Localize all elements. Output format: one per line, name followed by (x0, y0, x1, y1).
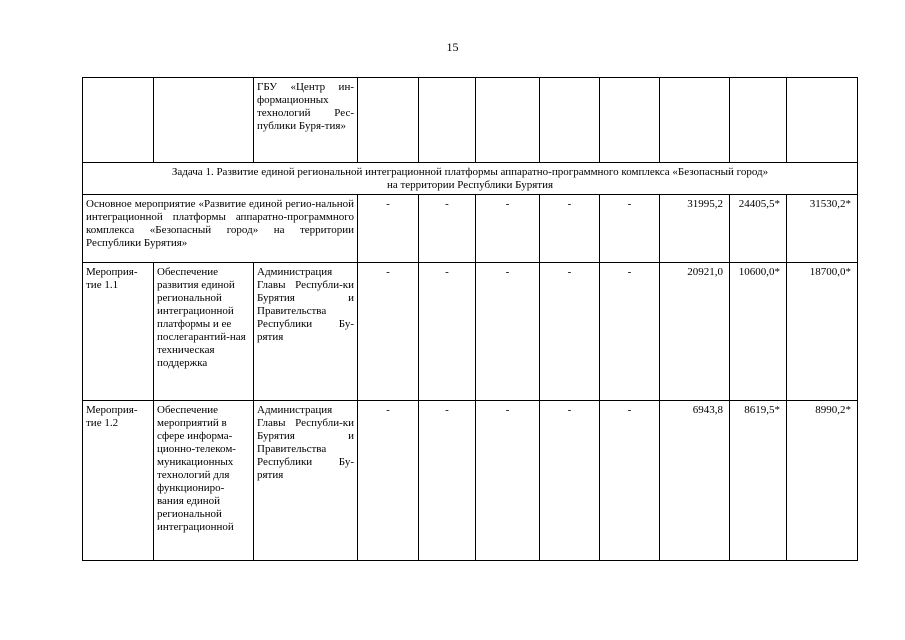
cell-empty (476, 78, 540, 163)
cell-empty (419, 78, 476, 163)
value-cell: 10600,0* (730, 263, 787, 401)
responsible-org-cell: Администрация Главы Республи-ки Бурятия и Правительства Республики Бу-рятия (254, 263, 358, 401)
cell-empty (787, 78, 858, 163)
value-dash: - (600, 401, 660, 561)
value-dash: - (476, 263, 540, 401)
cell-empty (540, 78, 600, 163)
value-cell: 20921,0 (660, 263, 730, 401)
value-dash: - (476, 401, 540, 561)
value-dash: - (419, 401, 476, 561)
event-name: Обеспечение развития единой региональной интеграционной платформы и ее послегарантий-ная техническая поддержка (154, 263, 254, 401)
cell-empty (730, 78, 787, 163)
value-cell: 31995,2 (660, 195, 730, 263)
value-dash: - (600, 195, 660, 263)
value-cell: 8990,2* (787, 401, 858, 561)
value-dash: - (419, 195, 476, 263)
value-dash: - (358, 401, 419, 561)
main-event-row (83, 195, 858, 263)
responsible-org-cell: Администрация Главы Республи-ки Бурятия и Правительства Республики Бу-рятия (254, 401, 358, 561)
value-cell: 8619,5* (730, 401, 787, 561)
cell-empty (83, 78, 154, 163)
cell-empty (358, 78, 419, 163)
value-dash: - (540, 195, 600, 263)
event-code: Мероприя-тие 1.2 (83, 401, 154, 561)
program-table (82, 77, 858, 561)
value-dash: - (419, 263, 476, 401)
event-name: Обеспечение мероприятий в сфере информа-ционно-телеком-муникационных технологий для функциониро-вания единой региональной интеграционной (154, 401, 254, 561)
event-1-1-row (83, 263, 858, 401)
value-cell: 31530,2* (787, 195, 858, 263)
cell-empty (600, 78, 660, 163)
value-cell: 18700,0* (787, 263, 858, 401)
value-dash: - (600, 263, 660, 401)
task-heading-row (83, 163, 858, 195)
cell-empty (660, 78, 730, 163)
value-cell: 6943,8 (660, 401, 730, 561)
table-row-gbu (83, 78, 858, 163)
value-dash: - (476, 195, 540, 263)
task-heading-cell (83, 163, 858, 195)
responsible-org-cell: ГБУ «Центр ин-формационных технологий Рес-публики Буря-тия» (254, 78, 358, 163)
event-code: Мероприя-тие 1.1 (83, 263, 154, 401)
main-event-text: Основное мероприятие «Развитие единой регио-нальной интеграционной платформы аппаратно-программного комплекса «Безопасный город» на территории Республики Бурятия» (83, 195, 358, 263)
value-dash: - (358, 195, 419, 263)
event-1-2-row (83, 401, 858, 561)
cell-empty (154, 78, 254, 163)
value-cell: 24405,5* (730, 195, 787, 263)
page-number: 15 (446, 40, 459, 54)
task-heading-line-2: на территории Республики Бурятия (386, 179, 554, 191)
value-dash: - (540, 401, 600, 561)
value-dash: - (540, 263, 600, 401)
task-heading-line-1: Задача 1. Развитие единой региональной интеграционной платформы аппаратно-программного комплекса «Безопасный город» (171, 166, 769, 178)
value-dash: - (358, 263, 419, 401)
